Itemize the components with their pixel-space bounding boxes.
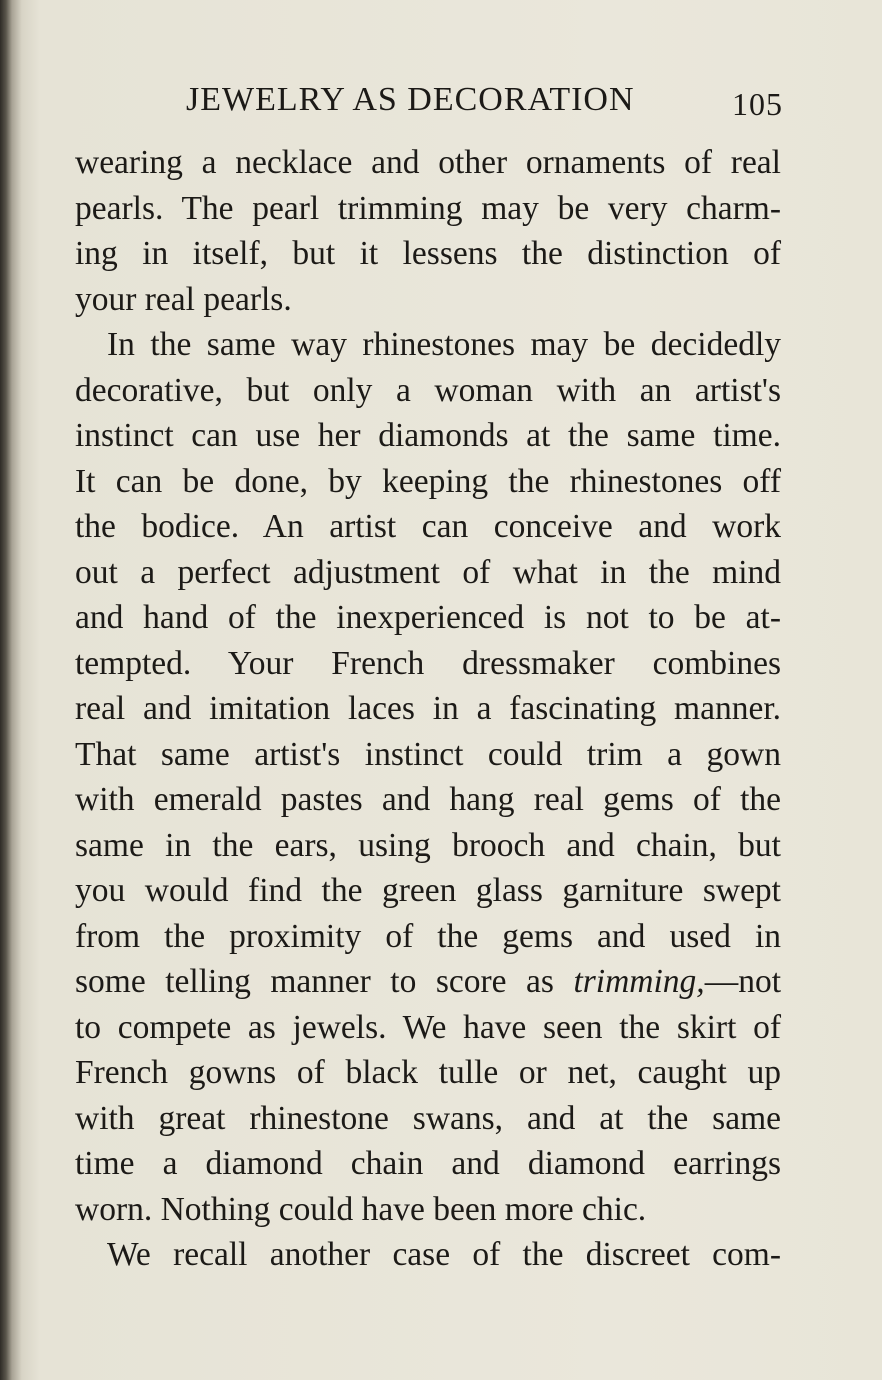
text-line: same in the ears, using brooch and chain, but	[75, 826, 781, 864]
body-text	[75, 140, 781, 1278]
text-line: It can be done, by keeping the rhinestones off	[75, 462, 781, 500]
text-line: out a perfect adjustment of what in the mind	[75, 553, 781, 591]
text-line: wearing a necklace and other ornaments of real	[75, 144, 781, 181]
running-head-title: JEWELRY AS DECORATION	[186, 81, 635, 118]
text-line: French gowns of black tulle or net, caught up	[75, 1054, 781, 1091]
text-line: instinct can use her diamonds at the same time.	[75, 417, 781, 454]
text-line: with great rhinestone swans, and at the same	[75, 1099, 781, 1137]
text-line: to compete as jewels. We have seen the skirt of	[75, 1008, 781, 1046]
text-line: time a diamond chain and diamond earrings	[75, 1145, 781, 1182]
text-line: you would find the green glass garniture swept	[75, 872, 781, 909]
text-line: and hand of the inexperienced is not to be at-	[75, 599, 781, 636]
text-segment: —not	[704, 963, 781, 1000]
italic-word: trimming,	[573, 963, 705, 1000]
text-line-with-italic	[75, 959, 781, 1005]
page-number: 105	[732, 86, 783, 122]
text-line: In the same way rhinestones may be decidedly	[107, 326, 781, 363]
text-line: We recall another case of the discreet com-	[107, 1236, 781, 1273]
text-line: your real pearls.	[75, 280, 292, 318]
text-line: worn. Nothing could have been more chic.	[75, 1190, 647, 1228]
text-line: the bodice. An artist can conceive and work	[75, 508, 781, 545]
text-line: ing in itself, but it lessens the distinction of	[75, 235, 781, 272]
text-line: real and imitation laces in a fascinating manner.	[75, 690, 781, 727]
text-line: pearls. The pearl trimming may be very charm-	[75, 189, 781, 227]
text-line: with emerald pastes and hang real gems of the	[75, 781, 781, 818]
text-segment: some telling manner to score as	[75, 963, 574, 1000]
text-line: That same artist's instinct could trim a gown	[75, 735, 781, 773]
text-line: decorative, but only a woman with an artist's	[75, 371, 781, 409]
text-line: from the proximity of the gems and used in	[75, 917, 781, 955]
text-line: tempted. Your French dressmaker combines	[75, 644, 781, 682]
